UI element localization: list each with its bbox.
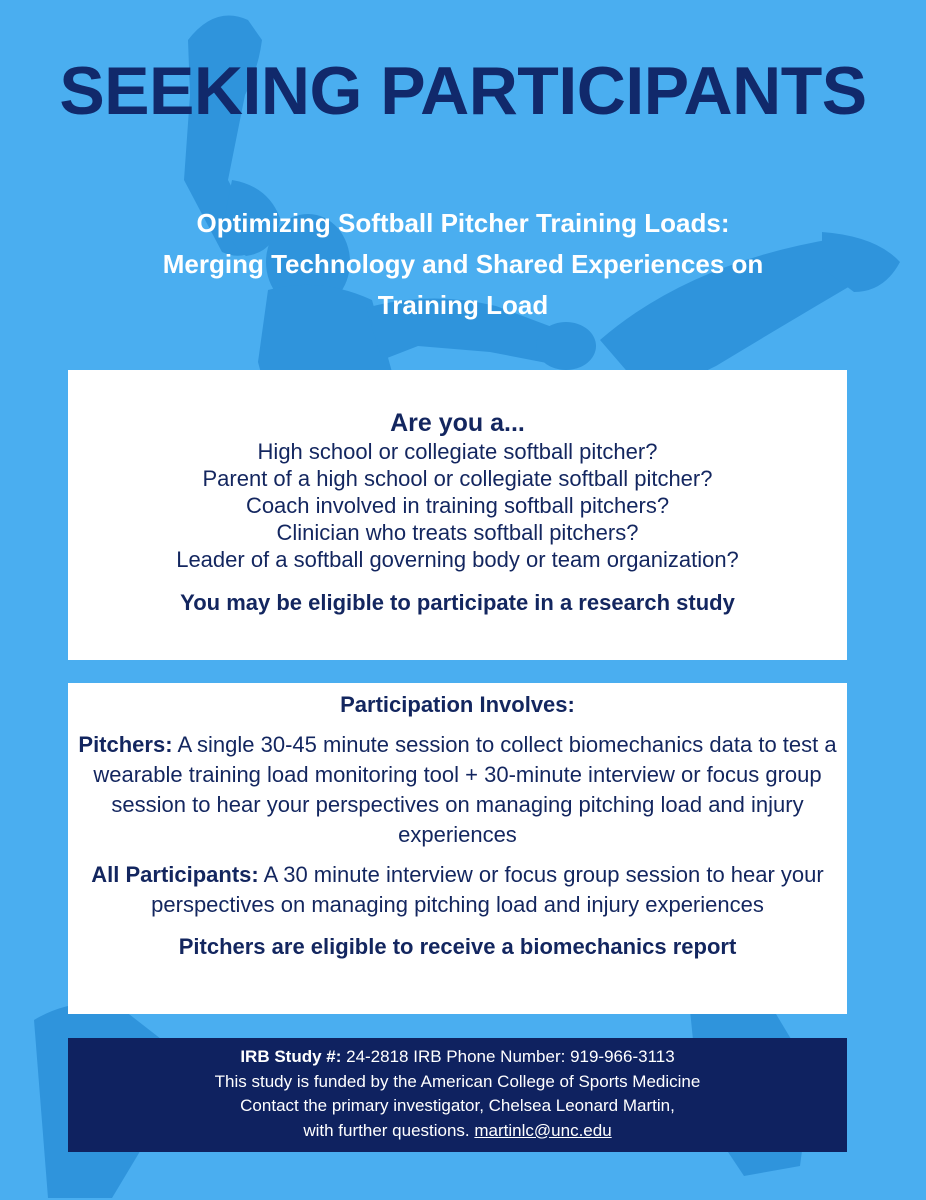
study-title <box>110 203 816 326</box>
eligibility-box <box>68 370 847 660</box>
biomechanics-report-note: Pitchers are eligible to receive a biomechanics report <box>178 934 737 959</box>
email-link[interactable]: martinlc@unc.edu <box>474 1120 612 1140</box>
all-participants-text: A 30 minute interview or focus group session to hear your perspectives on managing pitching load and injury experiences <box>151 862 824 917</box>
list-item: Leader of a softball governing body or team organization? <box>176 547 739 572</box>
contact-line: Contact the primary investigator, Chelsea Leonard Martin, <box>240 1096 675 1115</box>
study-title-line: Training Load <box>377 290 549 320</box>
pitchers-description <box>68 730 847 850</box>
list-item: Parent of a high school or collegiate softball pitcher? <box>202 466 713 491</box>
funding-line: This study is funded by the American College of Sports Medicine <box>214 1071 701 1091</box>
eligibility-question-list <box>68 438 847 573</box>
list-item: Coach involved in training softball pitchers? <box>245 493 670 518</box>
irb-label: IRB Study #: <box>240 1047 342 1066</box>
list-item: High school or collegiate softball pitcher? <box>257 439 658 464</box>
questions-text: with further questions. <box>303 1120 470 1140</box>
all-participants-label: All Participants: <box>91 862 259 887</box>
study-info-footer <box>68 1038 847 1152</box>
participation-heading: Participation Involves: <box>340 692 575 717</box>
eligibility-statement: You may be eligible to participate in a research study <box>180 590 735 615</box>
pitchers-label: Pitchers: <box>78 732 173 757</box>
participation-box <box>68 683 847 1014</box>
questions-line <box>68 1119 847 1144</box>
list-item: Clinician who treats softball pitchers? <box>276 520 639 545</box>
irb-line <box>68 1045 847 1070</box>
irb-text: 24-2818 IRB Phone Number: 919-966-3113 <box>346 1047 675 1066</box>
page-title: SEEKING PARTICIPANTS <box>59 53 867 129</box>
eligibility-heading: Are you a... <box>390 409 525 437</box>
all-participants-description <box>68 860 847 920</box>
pitchers-text: A single 30-45 minute session to collect biomechanics data to test a wearable training load monitoring tool + 30-minute interview or focus group session to hear your perspectives on managing pitching load and injury experiences <box>93 732 837 847</box>
study-title-line: Optimizing Softball Pitcher Training Loads: <box>196 208 730 238</box>
study-title-line: Merging Technology and Shared Experiences on <box>162 249 764 279</box>
